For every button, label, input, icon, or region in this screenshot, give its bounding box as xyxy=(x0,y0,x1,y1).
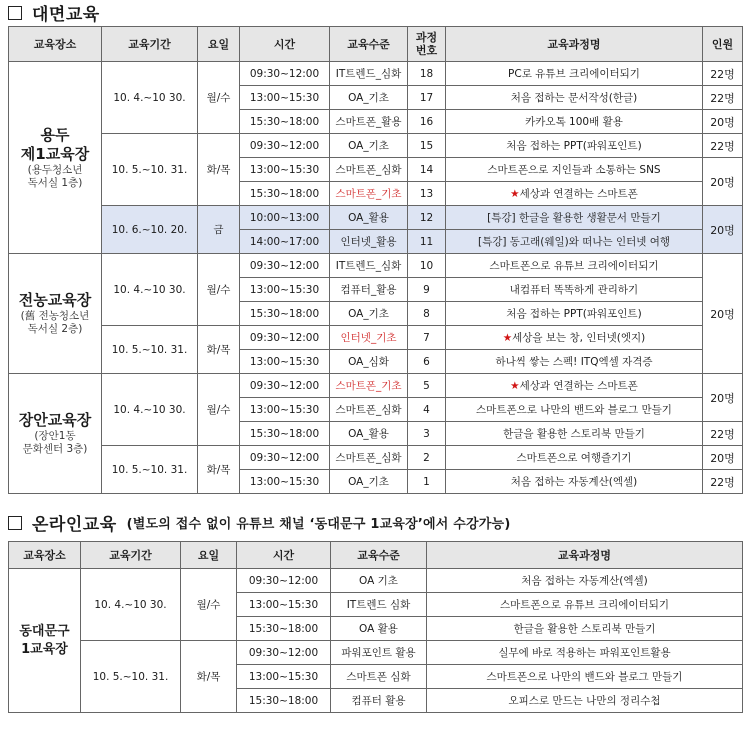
header-course-name: 교육과정명 xyxy=(427,542,743,569)
course-cell: 한글을 활용한 스토리북 만들기 xyxy=(446,422,703,446)
level-cell: OA_기초 xyxy=(330,470,408,494)
number-cell: 7 xyxy=(408,326,446,350)
table-row xyxy=(9,326,743,350)
online-schedule-table xyxy=(8,541,743,713)
header-course-name: 교육과정명 xyxy=(446,27,703,62)
header-num-line2: 번호 xyxy=(415,44,438,57)
location-jangan xyxy=(9,374,102,494)
table-row-highlight xyxy=(9,206,743,230)
course-cell: PC로 유튜브 크리에이터되기 xyxy=(446,62,703,86)
time-cell: 09:30~12:00 xyxy=(240,134,330,158)
location-jeonnong xyxy=(9,254,102,374)
time-cell: 09:30~12:00 xyxy=(240,326,330,350)
count-cell-merged: 20명 xyxy=(703,206,743,254)
day-cell: 화/목 xyxy=(198,446,240,494)
location-sub: (용두청소년 xyxy=(27,163,83,176)
time-cell: 13:00~15:30 xyxy=(240,350,330,374)
header-course-number xyxy=(408,27,446,62)
course-cell: 하나씩 쌓는 스펙! ITQ엑셀 자격증 xyxy=(446,350,703,374)
level-cell: 스마트폰_활용 xyxy=(330,110,408,134)
period-cell: 10. 5.~10. 31. xyxy=(81,641,181,713)
time-cell: 13:00~15:30 xyxy=(237,665,331,689)
header-count: 인원 xyxy=(703,27,743,62)
star-icon: ★ xyxy=(510,380,520,392)
period-cell: 10. 4.~10 30. xyxy=(102,62,198,134)
location-sub-2: 독서실 1층) xyxy=(27,176,83,189)
day-cell: 화/목 xyxy=(198,134,240,206)
header-period: 교육기간 xyxy=(81,542,181,569)
number-cell: 11 xyxy=(408,230,446,254)
day-cell: 화/목 xyxy=(198,326,240,374)
header-period: 교육기간 xyxy=(102,27,198,62)
header-day: 요일 xyxy=(198,27,240,62)
level-cell: OA 활용 xyxy=(331,617,427,641)
course-cell: 실무에 바로 적용하는 파워포인트활용 xyxy=(427,641,743,665)
count-cell: 22명 xyxy=(703,86,743,110)
table-row xyxy=(9,374,743,398)
location-name-2: 1교육장 xyxy=(21,641,68,657)
time-cell: 15:30~18:00 xyxy=(240,182,330,206)
level-cell: 컴퓨터 활용 xyxy=(331,689,427,713)
course-cell: 카카오톡 100배 활용 xyxy=(446,110,703,134)
location-sub: (장안1동 xyxy=(34,430,76,442)
level-cell: IT트렌드 심화 xyxy=(331,593,427,617)
day-cell: 월/수 xyxy=(198,62,240,134)
time-cell: 09:30~12:00 xyxy=(240,62,330,86)
header-level: 교육수준 xyxy=(330,27,408,62)
count-cell: 22명 xyxy=(703,62,743,86)
table-header-row xyxy=(9,27,743,62)
number-cell: 18 xyxy=(408,62,446,86)
level-cell: 스마트폰_심화 xyxy=(330,158,408,182)
day-cell: 금 xyxy=(198,206,240,254)
course-cell: [특강] 한글을 활용한 생활문서 만들기 xyxy=(446,206,703,230)
period-cell: 10. 4.~10 30. xyxy=(81,569,181,641)
offline-section-heading xyxy=(8,0,100,25)
time-cell: 15:30~18:00 xyxy=(237,689,331,713)
count-cell: 22명 xyxy=(703,422,743,446)
header-location: 교육장소 xyxy=(9,27,102,62)
day-cell: 화/목 xyxy=(181,641,237,713)
course-cell: 처음 접하는 자동계산(엑셀) xyxy=(427,569,743,593)
number-cell: 10 xyxy=(408,254,446,278)
checkbox-icon xyxy=(8,516,22,530)
location-yongdu xyxy=(9,62,102,254)
location-sub-2: 문화센터 3층) xyxy=(22,443,88,455)
header-num-line1: 과정 xyxy=(415,31,438,44)
online-section-heading xyxy=(8,510,510,535)
location-name: 전농교육장 xyxy=(18,291,92,309)
level-cell: 인터넷_기초 xyxy=(330,326,408,350)
course-cell xyxy=(446,326,703,350)
location-sub-2: 독서실 2층) xyxy=(27,323,83,335)
number-cell: 14 xyxy=(408,158,446,182)
time-cell: 13:00~15:30 xyxy=(240,398,330,422)
count-cell-merged: 20명 xyxy=(703,254,743,374)
course-text: 세상과 연결하는 스마트폰 xyxy=(519,380,638,392)
number-cell: 4 xyxy=(408,398,446,422)
period-cell: 10. 6.~10. 20. xyxy=(102,206,198,254)
period-cell: 10. 5.~10. 31. xyxy=(102,134,198,206)
table-row xyxy=(9,254,743,278)
location-name-2: 제1교육장 xyxy=(20,144,90,163)
number-cell: 1 xyxy=(408,470,446,494)
time-cell: 09:30~12:00 xyxy=(240,374,330,398)
level-cell: OA_기초 xyxy=(330,134,408,158)
offline-section-title: 대면교육 xyxy=(32,5,100,25)
day-cell: 월/수 xyxy=(198,374,240,446)
number-cell: 17 xyxy=(408,86,446,110)
course-text: 세상을 보는 창, 인터넷(엣지) xyxy=(512,332,646,344)
course-cell: 처음 접하는 문서작성(한글) xyxy=(446,86,703,110)
level-cell: 스마트폰_심화 xyxy=(330,398,408,422)
course-cell: 스마트폰으로 나만의 밴드와 블로그 만들기 xyxy=(427,665,743,689)
table-row xyxy=(9,641,743,665)
course-cell: 스마트폰으로 지인들과 소통하는 SNS xyxy=(446,158,703,182)
number-cell: 12 xyxy=(408,206,446,230)
number-cell: 15 xyxy=(408,134,446,158)
location-name: 동대문구 xyxy=(19,623,70,639)
time-cell: 14:00~17:00 xyxy=(240,230,330,254)
online-section-note: (별도의 접수 없이 유튜브 채널 ‘동대문구 1교육장’에서 수강가능) xyxy=(126,517,511,532)
time-cell: 09:30~12:00 xyxy=(240,254,330,278)
level-cell: 인터넷_활용 xyxy=(330,230,408,254)
level-cell: OA_심화 xyxy=(330,350,408,374)
time-cell: 13:00~15:30 xyxy=(240,158,330,182)
course-cell: 스마트폰으로 유튜브 크리에이터되기 xyxy=(446,254,703,278)
number-cell: 3 xyxy=(408,422,446,446)
time-cell: 13:00~15:30 xyxy=(240,470,330,494)
level-cell: OA 기초 xyxy=(331,569,427,593)
star-icon: ★ xyxy=(502,332,513,344)
number-cell: 16 xyxy=(408,110,446,134)
number-cell: 13 xyxy=(408,182,446,206)
location-sub: (舊 전농청소년 xyxy=(20,310,90,322)
online-section-title: 온라인교육 xyxy=(32,515,117,535)
header-location: 교육장소 xyxy=(9,542,81,569)
time-cell: 09:30~12:00 xyxy=(240,446,330,470)
level-cell: OA_활용 xyxy=(330,206,408,230)
time-cell: 09:30~12:00 xyxy=(237,569,331,593)
level-cell: OA_활용 xyxy=(330,422,408,446)
course-cell: 오피스로 만드는 나만의 정리수첩 xyxy=(427,689,743,713)
level-cell: 스마트폰_기초 xyxy=(330,182,408,206)
period-cell: 10. 4.~10 30. xyxy=(102,374,198,446)
level-cell: 컴퓨터_활용 xyxy=(330,278,408,302)
time-cell: 15:30~18:00 xyxy=(240,422,330,446)
course-cell xyxy=(446,182,703,206)
table-header-row xyxy=(9,542,743,569)
course-cell: 처음 접하는 PPT(파워포인트) xyxy=(446,302,703,326)
star-icon: ★ xyxy=(510,188,520,200)
course-cell: 스마트폰으로 유튜브 크리에이터되기 xyxy=(427,593,743,617)
header-day: 요일 xyxy=(181,542,237,569)
course-cell: 내컴퓨터 똑똑하게 관리하기 xyxy=(446,278,703,302)
course-cell: 처음 접하는 자동계산(엑셀) xyxy=(446,470,703,494)
number-cell: 9 xyxy=(408,278,446,302)
header-time: 시간 xyxy=(237,542,331,569)
header-time: 시간 xyxy=(240,27,330,62)
header-level: 교육수준 xyxy=(331,542,427,569)
time-cell: 13:00~15:30 xyxy=(237,593,331,617)
number-cell: 6 xyxy=(408,350,446,374)
course-cell: 스마트폰으로 나만의 밴드와 블로그 만들기 xyxy=(446,398,703,422)
level-cell: IT트렌드_심화 xyxy=(330,62,408,86)
period-cell: 10. 4.~10 30. xyxy=(102,254,198,326)
course-cell: [특강] 동고래(웨일)와 떠나는 인터넷 여행 xyxy=(446,230,703,254)
count-cell: 20명 xyxy=(703,110,743,134)
course-text: 세상과 연결하는 스마트폰 xyxy=(519,188,638,200)
number-cell: 5 xyxy=(408,374,446,398)
level-cell: OA_기초 xyxy=(330,302,408,326)
course-cell: 처음 접하는 PPT(파워포인트) xyxy=(446,134,703,158)
count-cell: 20명 xyxy=(703,446,743,470)
checkbox-icon xyxy=(8,6,22,20)
level-cell: 스마트폰_심화 xyxy=(330,446,408,470)
day-cell: 월/수 xyxy=(181,569,237,641)
time-cell: 15:30~18:00 xyxy=(237,617,331,641)
day-cell: 월/수 xyxy=(198,254,240,326)
time-cell: 09:30~12:00 xyxy=(237,641,331,665)
table-row xyxy=(9,569,743,593)
period-cell: 10. 5.~10. 31. xyxy=(102,446,198,494)
location-name: 용두 xyxy=(40,125,70,144)
count-cell-merged: 20명 xyxy=(703,158,743,206)
table-row xyxy=(9,62,743,86)
count-cell: 22명 xyxy=(703,134,743,158)
level-cell: IT트렌드_심화 xyxy=(330,254,408,278)
count-cell: 22명 xyxy=(703,470,743,494)
location-dongdaemun xyxy=(9,569,81,713)
table-row xyxy=(9,134,743,158)
level-cell: 파워포인트 활용 xyxy=(331,641,427,665)
time-cell: 15:30~18:00 xyxy=(240,110,330,134)
course-cell: 스마트폰으로 여행즐기기 xyxy=(446,446,703,470)
number-cell: 8 xyxy=(408,302,446,326)
number-cell: 2 xyxy=(408,446,446,470)
time-cell: 15:30~18:00 xyxy=(240,302,330,326)
time-cell: 10:00~13:00 xyxy=(240,206,330,230)
level-cell: 스마트폰_기초 xyxy=(330,374,408,398)
course-cell: 한글을 활용한 스토리북 만들기 xyxy=(427,617,743,641)
level-cell: 스마트폰 심화 xyxy=(331,665,427,689)
level-cell: OA_기초 xyxy=(330,86,408,110)
course-cell xyxy=(446,374,703,398)
period-cell: 10. 5.~10. 31. xyxy=(102,326,198,374)
location-name: 장안교육장 xyxy=(18,411,92,429)
count-cell-merged: 20명 xyxy=(703,374,743,422)
table-row xyxy=(9,446,743,470)
time-cell: 13:00~15:30 xyxy=(240,278,330,302)
offline-schedule-table xyxy=(8,26,743,494)
time-cell: 13:00~15:30 xyxy=(240,86,330,110)
